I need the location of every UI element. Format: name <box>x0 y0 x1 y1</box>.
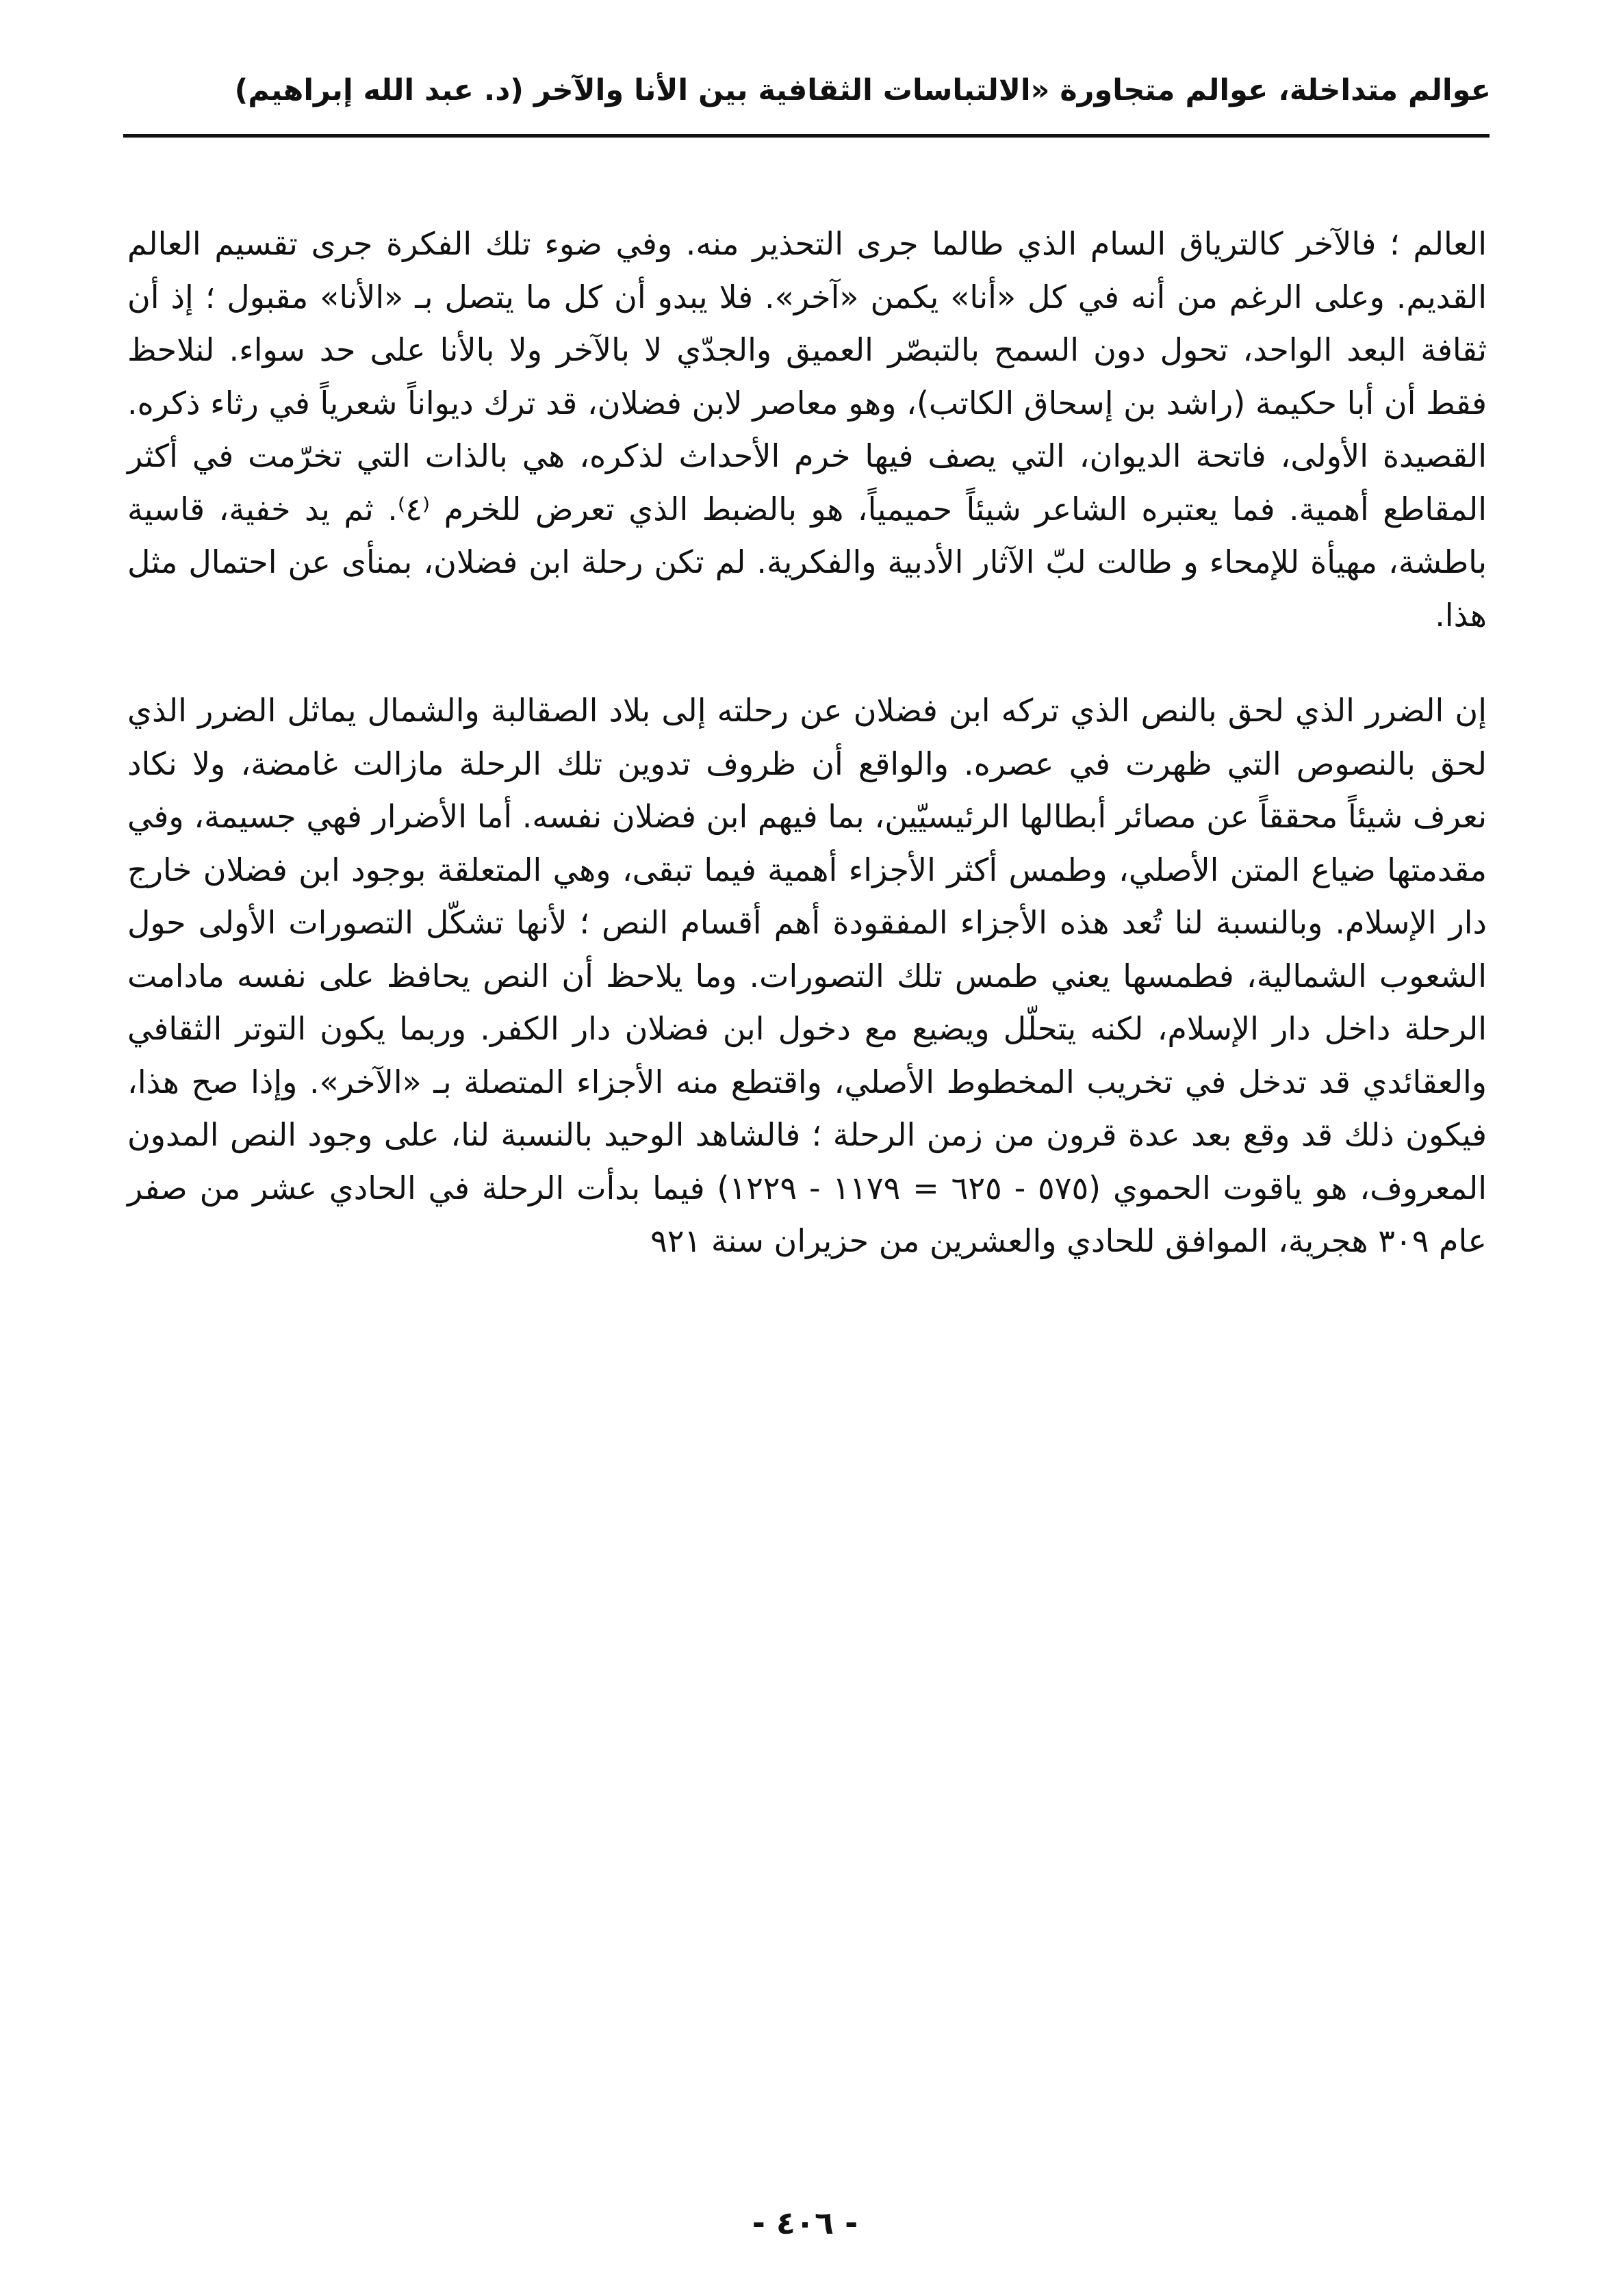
paragraph-2: إن الضرر الذي لحق بالنص الذي تركه ابن فضلان عن رحلته إلى بلاد الصقالبة والشمال يماثل الضرر الذي لحق بالنصوص التي ظهرت في عصره. والواقع أن ظروف تدوين تلك الرحلة مازالت غامضة، ولا نكاد نعرف شيئاً محققاً عن مصائر أبطالها الرئيسيّين، بما فيهم ابن فضلان نفسه. أما الأضرار فهي جسيمة، وفي مقدمتها ضياع المتن الأصلي، وطمس أكثر الأجزاء أهمية فيما تبقى، وهي المتعلقة بوجود ابن فضلان خارج دار الإسلام. وبالنسبة لنا تُعد هذه الأجزاء المفقودة أهم أقسام النص ؛ لأنها تشكّل التصورات الأولى حول الشعوب الشمالية، فطمسها يعني طمس تلك التصورات. وما يلاحظ أن النص يحافظ على نفسه مادامت الرحلة داخل دار الإسلام، لكنه يتحلّل ويضيع مع دخول ابن فضلان دار الكفر. وربما يكون التوتر الثقافي والعقائدي قد تدخل في تخريب المخطوط الأصلي، واقتطع منه الأجزاء المتصلة بـ «الآخر». وإذا صح هذا، فيكون ذلك قد وقع بعد عدة قرون من زمن الرحلة ؛ فالشاهد الوحيد بالنسبة لنا، على وجود النص المدون المعروف، هو ياقوت الحموي (٥٧٥ - ٦٢٥ = ١١٧٩ - ١٢٢٩) فيما بدأت الرحلة في الحادي عشر من صفر عام ٣٠٩ هجرية، الموافق للحادي والعشرين من حزيران سنة ٩٢١ <box>127 692 1487 1259</box>
page-number: - ٤٠٦ - <box>752 2204 858 2241</box>
main-text-block <box>127 218 1487 1268</box>
header-divider <box>123 134 1490 138</box>
running-header: عوالم متداخلة، عوالم متجاورة «الالتباسات الثقافية بين الأنا والآخر (د. عبد الله إبراهيم) <box>234 73 1491 107</box>
paragraph-1: العالم ؛ فالآخر كالترياق السام الذي طالما جرى التحذير منه. وفي ضوء تلك الفكرة جرى تقسيم العالم القديم. وعلى الرغم من أنه في كل «أنا» يكمن «آخر». فلا يبدو أن كل ما يتصل بـ «الأنا» مقبول ؛ إذ أن ثقافة البعد الواحد، تحول دون السمح بالتبصّر العميق والجدّي لا بالآخر ولا بالأنا على حد سواء. لنلاحظ فقط أن أبا حكيمة (راشد بن إسحاق الكاتب)، وهو معاصر لابن فضلان، قد ترك ديواناً شعرياً في رثاء ذكره. القصيدة الأولى، فاتحة الديوان، التي يصف فيها خرم الأحداث لذكره، هي بالذات التي تخرّمت في أكثر المقاطع أهمية. فما يعتبره الشاعر شيئاً حميمياً، هو بالضبط الذي تعرض للخرم ⁽٤⁾. ثم يد خفية، قاسية باطشة، مهيأة للإمحاء و طالت لبّ الآثار الأدبية والفكرية. لم تكن رحلة ابن فضلان، بمنأى عن احتمال مثل هذا. <box>127 225 1487 634</box>
